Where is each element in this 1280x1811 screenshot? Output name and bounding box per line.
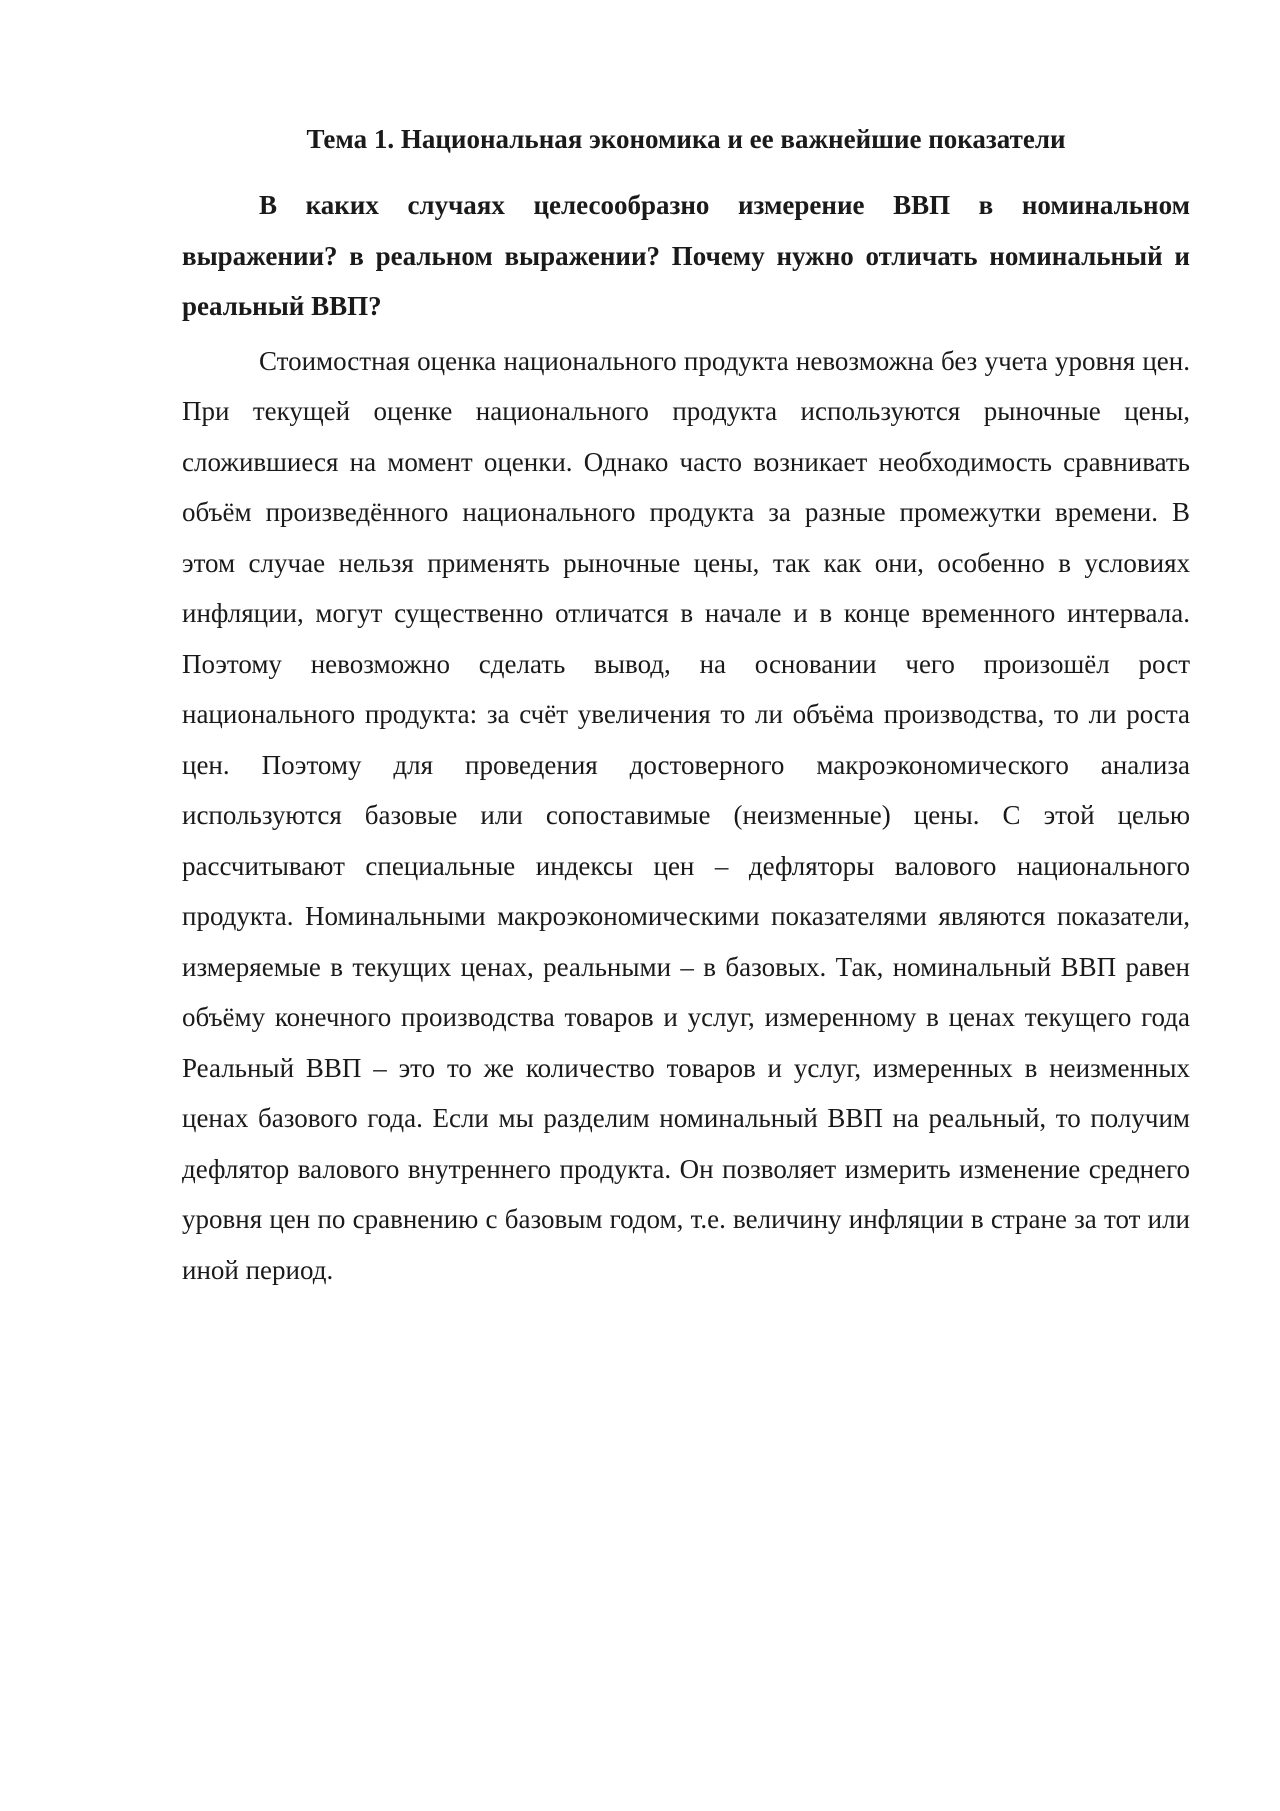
body-paragraph: Стоимостная оценка национального продукта невозможна без учета уровня цен. При текущей оценке национального продукта используются рыночные цены, сложившиеся на момент оценки. Однако часто возникает необходимость сравнивать объём произведённого национального продукта за разные промежутки времени. В этом случае нельзя применять рыночные цены, так как они, особенно в условиях инфляции, могут существенно отличатся в начале и в конце временного интервала. Поэтому невозможно сделать вывод, на основании чего произошёл рост национального продукта: за счёт увеличения то ли объёма производства, то ли роста цен. Поэтому для проведения достоверного макроэкономического анализа используются базовые или сопоставимые (неизменные) цены. С этой целью рассчитывают специальные индексы цен – дефляторы валового национального продукта. Номинальными макроэкономическими показателями являются показатели, измеряемые в текущих ценах, реальными – в базовых. Так, номинальный ВВП равен объёму конечного производства товаров и услуг, измеренному в ценах текущего года Реальный ВВП – это то же количество товаров и услуг, измеренных в неизменных ценах базового года. Если мы разделим номинальный ВВП на реальный, то получим дефлятор валового внутреннего продукта. Он позволяет измерить изменение среднего уровня цен по сравнению с базовым годом, т.е. величину инфляции в стране за тот или иной период. [182,345,1190,1285]
question-heading: В каких случаях целесообразно измерение ВВП в номинальном выражении? в реальном выражении? Почему нужно отличать номинальный и реальный ВВП? [182,190,1190,321]
document-content [182,118,1190,1295]
page-title: Тема 1. Национальная экономика и ее важнейшие показатели [306,124,1066,154]
